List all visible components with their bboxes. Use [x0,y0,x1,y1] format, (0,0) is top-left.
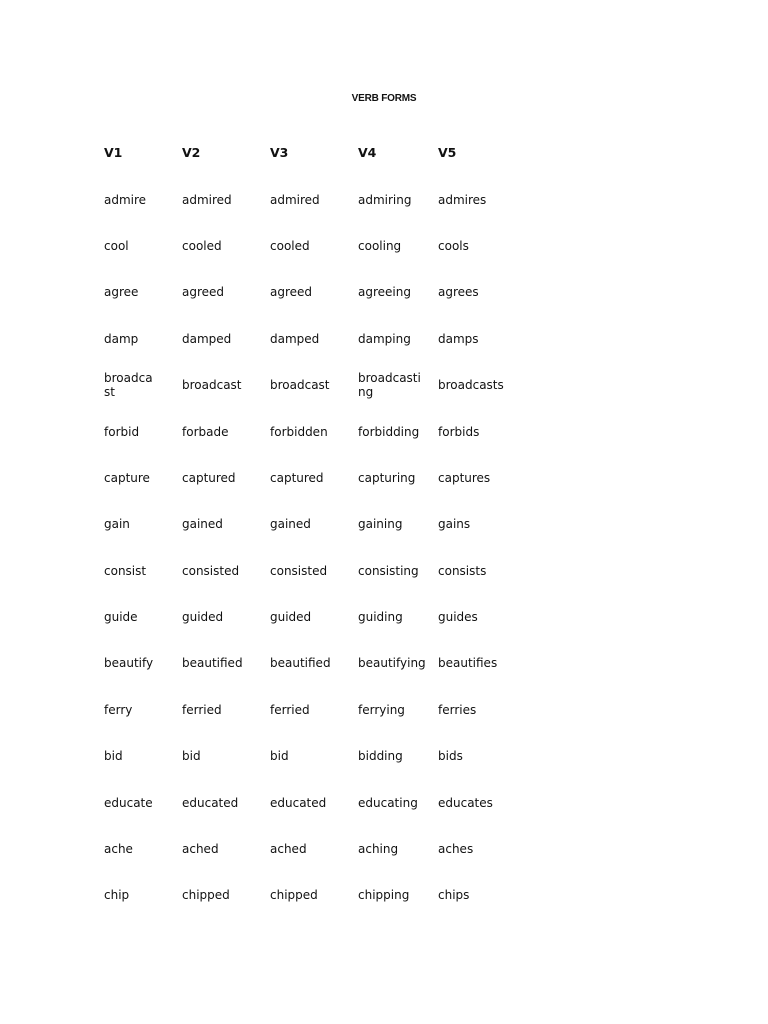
verb-form-text: beautifies [438,656,498,671]
table-cell-v1 [100,223,178,269]
verb-form-text: agreeing [358,285,411,300]
table-cell-v3 [266,408,354,454]
table-cell-v2 [178,779,266,825]
table-cell-v5 [434,455,518,501]
table-cell-v1 [100,455,178,501]
table-cell-v4 [354,501,434,547]
verb-form-text: ferries [438,702,477,717]
table-body [100,176,518,918]
verb-form-text: forbidding [358,424,420,439]
verb-form-text: ferried [182,702,222,717]
verb-form-text: chip [104,888,130,903]
table-cell-v5 [434,176,518,222]
verb-form-text: damped [182,331,232,346]
table-cell-v1 [100,176,178,222]
verb-form-text: aching [358,842,399,857]
verb-form-text: ached [182,842,219,857]
verb-form-text: broadcast [182,378,242,393]
column-header-v2: V2 [182,145,201,161]
table-cell-v3 [266,594,354,640]
verb-form-text: beautify [104,656,154,671]
verb-form-text: forbid [104,424,140,439]
verb-form-text: captures [438,470,491,485]
table-cell-v1 [100,872,178,918]
verb-form-text: chipping [358,888,410,903]
verb-form-text: broadcast [270,378,330,393]
table-cell-v4 [354,640,434,686]
table-cell-v5 [434,826,518,872]
table-cell-v4 [354,176,434,222]
table-cell-v2 [178,687,266,733]
table-cell-v2 [178,594,266,640]
table-cell-v3 [266,548,354,594]
table-cell-v4 [354,594,434,640]
table-cell-v2 [178,223,266,269]
verb-form-text: educated [182,795,239,810]
table-cell-v1 [100,501,178,547]
table-cell-v1 [100,548,178,594]
verb-form-text: admires [438,192,487,207]
verb-form-text: gained [270,517,311,532]
verb-form-text: bid [182,749,201,764]
verb-form-text: agreed [182,285,225,300]
verb-form-text: educates [438,795,493,810]
table-row [100,548,518,594]
table-cell-v5 [434,687,518,733]
verb-form-text: guiding [358,610,403,625]
verb-form-text: bid [270,749,289,764]
verb-form-text: damps [438,331,479,346]
verb-form-text: bid [104,749,123,764]
table-cell-v1 [100,316,178,362]
table-row [100,362,518,408]
verb-form-text: beautified [182,656,243,671]
table-cell-v3 [266,176,354,222]
table-cell-v2 [178,640,266,686]
verb-form-text: chips [438,888,470,903]
table-cell-v2 [178,872,266,918]
verb-form-text: cools [438,238,469,253]
table-cell-v5 [434,548,518,594]
table-cell-v4 [354,548,434,594]
verb-form-text: capture [104,470,150,485]
table-cell-v4 [354,826,434,872]
table-row [100,687,518,733]
verb-form-text: capturing [358,470,416,485]
table-row [100,733,518,779]
table-cell-v4 [354,316,434,362]
table-cell-v3 [266,455,354,501]
verb-form-text: educating [358,795,418,810]
verb-form-text: beautifying [358,656,426,671]
column-header-v5: V5 [438,145,457,161]
table-cell-v3 [266,501,354,547]
table-cell-v3 [266,733,354,779]
table-cell-v1 [100,687,178,733]
table-cell-v4 [354,455,434,501]
verb-form-text: captured [182,470,236,485]
table-row [100,594,518,640]
verb-form-text: admired [270,192,320,207]
table-row [100,826,518,872]
verb-form-text: captured [270,470,324,485]
table-cell-v2 [178,826,266,872]
page-title: VERB FORMS [351,93,417,104]
verb-form-text: ache [104,842,133,857]
table-cell-v5 [434,501,518,547]
table-cell-v2 [178,176,266,222]
verb-form-text: beautified [270,656,331,671]
table-cell-v2 [178,316,266,362]
verb-form-text: broadcasts [438,378,504,393]
table-header-row [100,130,518,176]
table-cell-v1 [100,779,178,825]
table-row [100,269,518,315]
verb-form-text: admire [104,192,147,207]
verb-form-text: consisted [270,563,328,578]
verb-form-text: forbidden [270,424,328,439]
verb-form-text: agree [104,285,139,300]
verb-form-text: damp [104,331,139,346]
table-cell-v3 [266,316,354,362]
verb-form-text: bidding [358,749,403,764]
column-header-v1: V1 [104,145,123,161]
table-cell-v5 [434,408,518,454]
verb-form-text: ferrying [358,702,405,717]
table-cell-v5 [434,362,518,408]
table-cell-v3 [266,826,354,872]
table-cell-v1 [100,362,178,408]
verb-form-text: gain [104,517,130,532]
verb-form-text: cool [104,238,129,253]
table-cell-v3 [266,223,354,269]
verb-form-text: cooled [182,238,222,253]
table-row [100,779,518,825]
table-cell-v5 [434,594,518,640]
table-cell-v4 [354,872,434,918]
table-cell-v3 [266,269,354,315]
verb-form-text: ferry [104,702,133,717]
verb-form-text: consisted [182,563,240,578]
table-cell-v2 [178,501,266,547]
verb-form-text: forbade [182,424,229,439]
verb-form-text: guided [270,610,312,625]
verb-form-text: consists [438,563,487,578]
verb-forms-table [100,130,518,919]
verb-form-text: chipped [270,888,318,903]
verb-form-text: chipped [182,888,230,903]
table-row [100,408,518,454]
verb-form-text: consist [104,563,147,578]
table-cell-v5 [434,269,518,315]
verb-form-text: guide [104,610,138,625]
table-row [100,872,518,918]
table-cell-v1 [100,733,178,779]
verb-form-text: consisting [358,563,419,578]
table-cell-v2 [178,408,266,454]
table-cell-v4 [354,779,434,825]
table-cell-v4 [354,408,434,454]
verb-form-text: gaining [358,517,403,532]
table-cell-v3 [266,872,354,918]
verb-form-text: damped [270,331,320,346]
table-cell-v1 [100,826,178,872]
table-cell-v4 [354,269,434,315]
table-row [100,455,518,501]
table-cell-v4 [354,733,434,779]
verb-form-text: guided [182,610,224,625]
table-cell-v5 [434,779,518,825]
verb-form-text: damping [358,331,411,346]
table-cell-v1 [100,408,178,454]
verb-form-text: forbids [438,424,480,439]
verb-form-text: cooled [270,238,310,253]
table-cell-v3 [266,779,354,825]
table-row [100,176,518,222]
column-header-v3: V3 [270,145,289,161]
verb-form-text: educated [270,795,327,810]
table-cell-v5 [434,316,518,362]
verb-form-text: admired [182,192,232,207]
table-cell-v5 [434,640,518,686]
table-cell-v5 [434,733,518,779]
table-row [100,640,518,686]
verb-form-text: aches [438,842,474,857]
table-row [100,501,518,547]
table-cell-v5 [434,223,518,269]
table-cell-v2 [178,548,266,594]
verb-form-text: ferried [270,702,310,717]
verb-form-text: broadca st [104,371,153,400]
table-cell-v2 [178,269,266,315]
verb-form-text: educate [104,795,153,810]
table-cell-v3 [266,362,354,408]
table-cell-v1 [100,269,178,315]
verb-form-text: cooling [358,238,402,253]
table-cell-v3 [266,687,354,733]
table-cell-v1 [100,640,178,686]
verb-form-text: ached [270,842,307,857]
table-cell-v1 [100,594,178,640]
column-header-v4: V4 [358,145,377,161]
table-cell-v4 [354,223,434,269]
table-row [100,316,518,362]
verb-form-text: agreed [270,285,313,300]
verb-form-text: gained [182,517,223,532]
table-cell-v4 [354,687,434,733]
verb-form-text: guides [438,610,478,625]
verb-form-text: bids [438,749,463,764]
table-cell-v4 [354,362,434,408]
verb-form-text: admiring [358,192,412,207]
table-cell-v5 [434,872,518,918]
verb-form-text: gains [438,517,471,532]
table-cell-v2 [178,733,266,779]
verb-form-text: broadcasti ng [358,371,421,400]
table-cell-v2 [178,455,266,501]
table-cell-v3 [266,640,354,686]
table-row [100,223,518,269]
table-cell-v2 [178,362,266,408]
verb-form-text: agrees [438,285,479,300]
